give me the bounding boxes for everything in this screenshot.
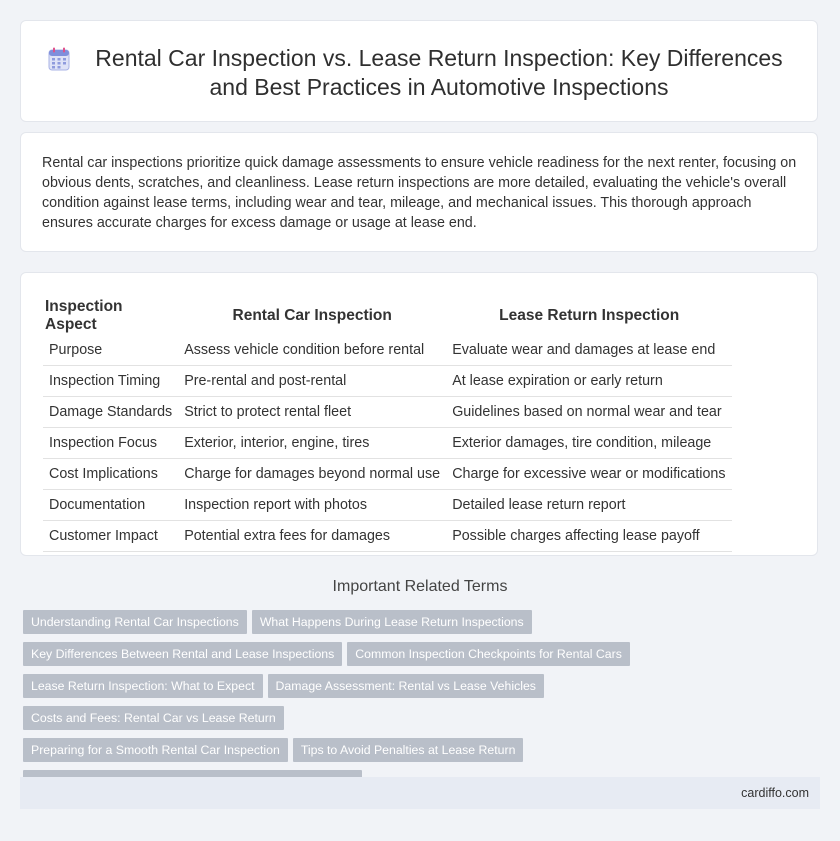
related-terms-heading: Important Related Terms (332, 578, 508, 595)
related-terms-list (23, 610, 813, 802)
cell-aspect: Inspection Timing (43, 366, 178, 397)
cell-aspect: Inspection Focus (43, 428, 178, 459)
table-row (43, 428, 732, 459)
page-title: Rental Car Inspection vs. Lease Return Inspection: Key Differences and Best Practices in Automotive Inspections (95, 45, 783, 100)
header-rental: Rental Car Inspection (232, 307, 392, 324)
related-term-tag[interactable]: Tips to Avoid Penalties at Lease Return (293, 738, 524, 762)
header-lease: Lease Return Inspection (499, 307, 680, 324)
related-term-tag[interactable]: Key Differences Between Rental and Lease Inspections (23, 642, 342, 666)
related-term-tag[interactable]: Damage Assessment: Rental vs Lease Vehicles (268, 674, 544, 698)
cell-rental: Pre-rental and post-rental (178, 366, 446, 397)
summary-text: Rental car inspections prioritize quick damage assessments to ensure vehicle readiness for the next renter, focusing on obvious dents, scratches, and cleanliness. Lease return inspections are more detailed, evaluating the vehicle's overall condition against lease terms, including wear and tear, mileage, and mechanical issues. This thorough approach ensures accurate charges for excess damage or usage at lease end. (42, 155, 797, 231)
related-term-tag[interactable]: Lease Return Inspection: What to Expect (23, 674, 263, 698)
cell-aspect: Customer Impact (43, 521, 178, 552)
related-term-tag[interactable]: What Happens During Lease Return Inspections (252, 610, 532, 634)
cell-rental: Inspection report with photos (178, 490, 446, 521)
comparison-table-card (20, 272, 818, 556)
cell-lease: Evaluate wear and damages at lease end (446, 335, 732, 366)
footer (20, 777, 820, 809)
comparison-table (43, 295, 732, 552)
table-row (43, 335, 732, 366)
cell-lease: Detailed lease return report (446, 490, 732, 521)
table-row (43, 397, 732, 428)
cell-lease: Guidelines based on normal wear and tear (446, 397, 732, 428)
footer-site-link[interactable]: cardiffo.com (741, 786, 809, 800)
related-term-tag[interactable]: Common Inspection Checkpoints for Rental Cars (347, 642, 630, 666)
related-term-tag[interactable]: Preparing for a Smooth Rental Car Inspection (23, 738, 288, 762)
title-card (20, 20, 818, 122)
cell-rental: Charge for damages beyond normal use (178, 459, 446, 490)
cell-lease: At lease expiration or early return (446, 366, 732, 397)
cell-lease: Charge for excessive wear or modifications (446, 459, 732, 490)
header-aspect: Inspection Aspect (45, 298, 123, 333)
table-header-row (43, 295, 732, 335)
cell-rental: Exterior, interior, engine, tires (178, 428, 446, 459)
related-term-tag[interactable]: Costs and Fees: Rental Car vs Lease Return (23, 706, 284, 730)
cell-rental: Potential extra fees for damages (178, 521, 446, 552)
cell-aspect: Cost Implications (43, 459, 178, 490)
table-row (43, 521, 732, 552)
cell-rental: Assess vehicle condition before rental (178, 335, 446, 366)
related-term-tag[interactable]: Understanding Rental Car Inspections (23, 610, 247, 634)
cell-rental: Strict to protect rental fleet (178, 397, 446, 428)
cell-aspect: Purpose (43, 335, 178, 366)
cell-lease: Possible charges affecting lease payoff (446, 521, 732, 552)
cell-lease: Exterior damages, tire condition, mileage (446, 428, 732, 459)
table-row (43, 459, 732, 490)
table-row (43, 490, 732, 521)
summary-card (20, 132, 818, 252)
table-row (43, 366, 732, 397)
cell-aspect: Damage Standards (43, 397, 178, 428)
cell-aspect: Documentation (43, 490, 178, 521)
